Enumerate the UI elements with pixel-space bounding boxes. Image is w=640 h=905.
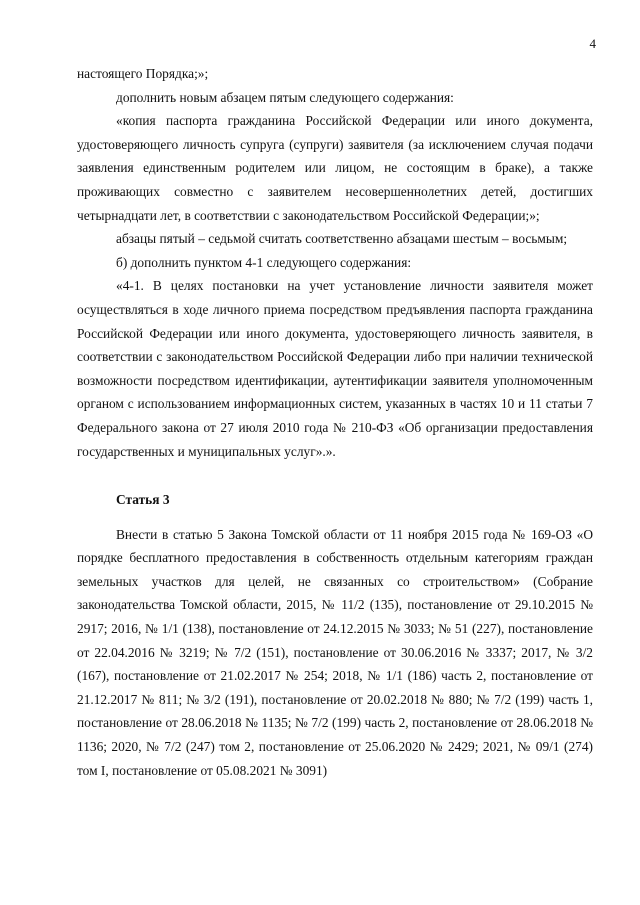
paragraph-2: дополнить новым абзацем пятым следующего содержания: [116, 89, 454, 105]
page-number: 4 [589, 36, 596, 51]
spacer [77, 512, 593, 523]
spacer [77, 463, 593, 488]
paragraph-6: «4-1. В целях постановки на учет установление личности заявителя может осуществляться в ходе личного приема посредством предъявления паспорта гражданина Российской Федерации или иного документа, удостоверяющего личность заявителя, в соответствии с законодательством Российской Федерации либо при наличии технической возможности посредством идентификации, аутентификации заявителя уполномоченным органом с использованием информационных систем, указанных в частях 10 и 11 статьи 7 Федерального закона от 27 июля 2010 года № 210-ФЗ «Об организации предоставления государственных и муниципальных услуг».». [77, 278, 593, 459]
paragraph-4: абзацы пятый – седьмой считать соответственно абзацами шестым – восьмым; [116, 231, 568, 247]
article-paragraph: Внести в статью 5 Закона Томской области от 11 ноября 2015 года № 169-ОЗ «О порядке бесплатного предоставления в собственность отдельным категориям граждан земельных участков для целей, не связанных со строительством» (Собрание законодательства Томской области, 2015, № 11/2 (135), постановление от 29.10.2015 № 2917; 2016, № 1/1 (138), постановление от 24.12.2015 № 3033; № 51 (227), постановление от 22.04.2016 № 3219; № 7/2 (151), постановление от 30.06.2016 № 3337; 2017, № 3/2 (167), постановление от 21.02.2017 № 254; 2018, № 1/1 (186) часть 2, постановление от 21.12.2017 № 811; № 3/2 (191), постановление от 20.02.2018 № 880; № 7/2 (199) часть 1, постановление от 28.06.2018 № 1135; № 7/2 (199) часть 2, постановление от 28.06.2018 № 1136; 2020, № 7/2 (247) том 2, постановление от 25.06.2020 № 2429; 2021, № 09/1 (274) том I, постановление от 05.08.2021 № 3091) [77, 526, 593, 778]
paragraph-1: настоящего Порядка;»; [77, 66, 209, 81]
article-heading: Статья 3 [116, 492, 170, 508]
paragraph-3: «копия паспорта гражданина Российской Федерации или иного документа, удостоверяющего личность супруга (супруги) заявителя (за исключением случая подачи заявления единственным родителем или лицом, не состоящим в браке), а также проживающих совместно с заявителем несовершеннолетних детей, достигших четырнадцати лет, в соответствии с законодательством Российской Федерации;»; [77, 113, 593, 223]
document-body [77, 62, 593, 782]
paragraph-5: б) дополнить пунктом 4-1 следующего содержания: [116, 254, 412, 270]
